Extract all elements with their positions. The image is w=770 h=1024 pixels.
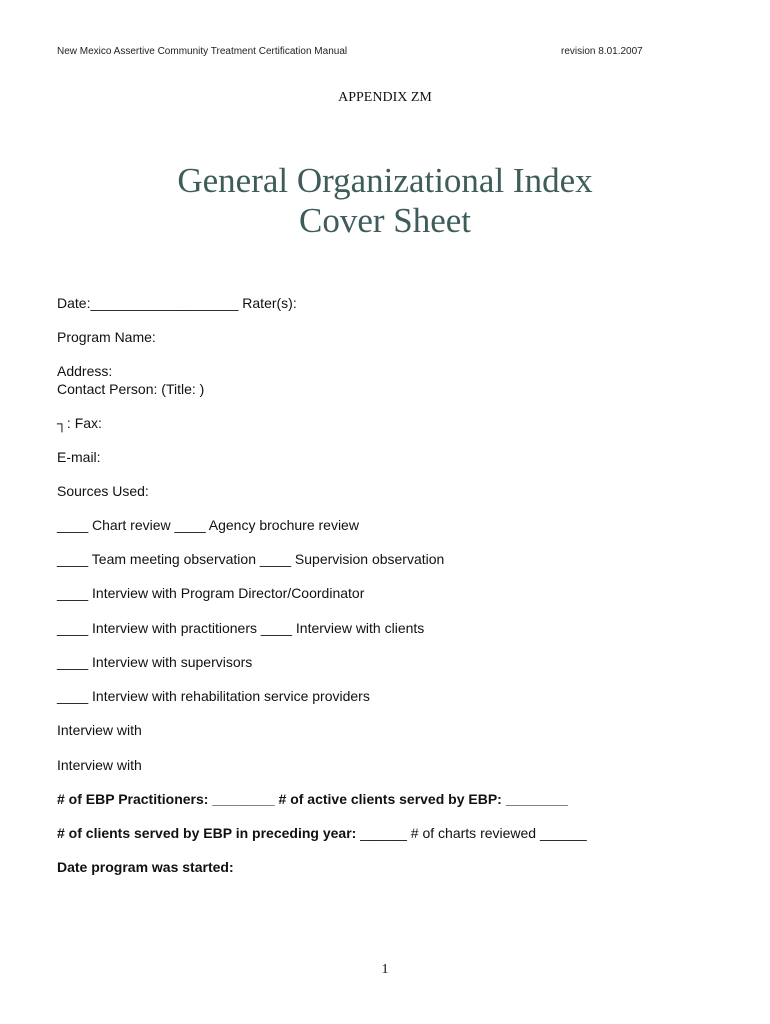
clients-preceding-year-label: # of clients served by EBP in preceding year: <box>57 825 357 841</box>
page-number: 1 <box>381 962 389 977</box>
document-title <box>0 161 770 241</box>
program-name-line: Program Name: <box>57 329 156 345</box>
contact-person-line: Contact Person: (Title: ) <box>57 381 205 397</box>
interview-with-line-1: Interview with <box>57 722 142 738</box>
source-rehab-providers: ____ Interview with rehabilitation service providers <box>57 688 370 704</box>
ebp-practitioners-line: # of EBP Practitioners: ________ # of active clients served by EBP: ________ <box>57 791 569 807</box>
sources-used-heading: Sources Used: <box>57 483 149 499</box>
source-program-director: ____ Interview with Program Director/Coordinator <box>57 585 365 601</box>
running-header-revision: revision 8.01.2007 <box>561 46 643 57</box>
interview-with-line-2: Interview with <box>57 757 142 773</box>
source-practitioners-clients: ____ Interview with practitioners ____ Interview with clients <box>57 620 425 636</box>
phone-fax-line: ┐: Fax: <box>57 415 102 431</box>
source-chart-brochure: ____ Chart review ____ Agency brochure review <box>57 517 359 533</box>
title-line-2: Cover Sheet <box>298 201 472 240</box>
source-team-supervision: ____ Team meeting observation ____ Supervision observation <box>57 551 445 567</box>
email-line: E-mail: <box>57 449 101 465</box>
appendix-label: APPENDIX ZM <box>338 90 432 105</box>
source-supervisors: ____ Interview with supervisors <box>57 654 253 670</box>
title-line-1: General Organizational Index <box>177 161 593 200</box>
clients-preceding-year-line <box>57 825 587 841</box>
charts-reviewed-text: ______ # of charts reviewed ______ <box>356 825 587 841</box>
date-program-started-line: Date program was started: <box>57 859 234 875</box>
address-line: Address: <box>57 363 113 379</box>
date-rater-line: Date:___________________ Rater(s): <box>57 295 297 311</box>
running-header-title: New Mexico Assertive Community Treatment Certification Manual <box>57 46 348 57</box>
